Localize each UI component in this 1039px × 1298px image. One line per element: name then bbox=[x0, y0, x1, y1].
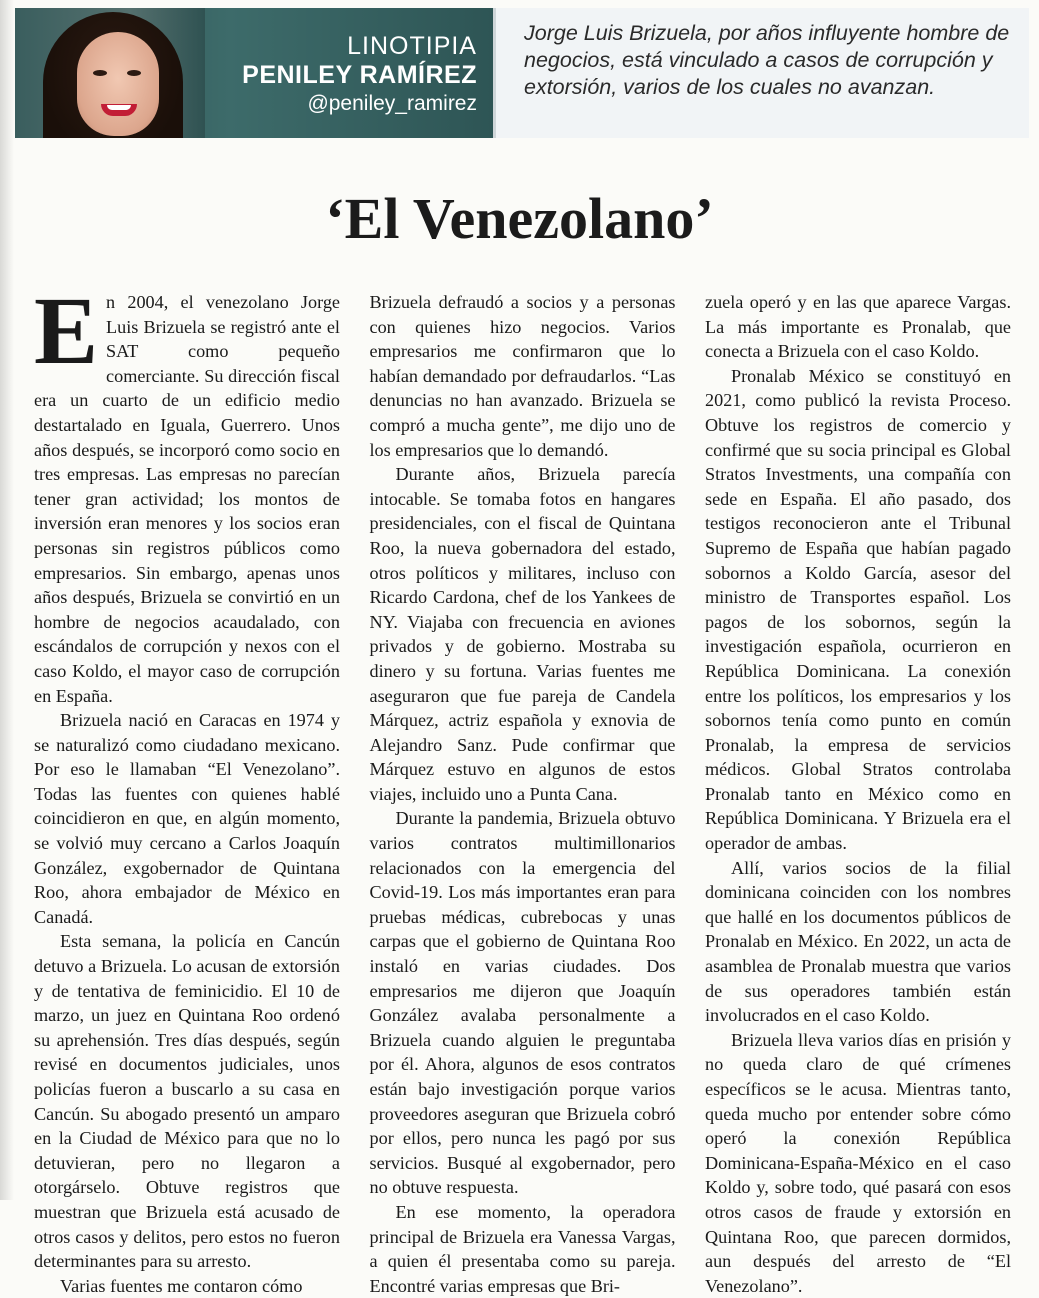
column-header bbox=[15, 8, 1029, 138]
author-photo-eye-left bbox=[93, 70, 107, 76]
author-banner bbox=[15, 8, 493, 138]
article-paragraph: Brizuela lleva varios días en prisión y no queda claro de qué crímenes específicos se le acusa. Mientras tanto, queda mucho por entender sobre cómo operó la conexión República Dominicana-España-México en el caso Koldo y, sobre todo, qué pasará con esos otros casos de fraude y extorsión en Quintana Roo, que parecen dormidos, aun después del arresto de “El Venezolano”. bbox=[705, 1029, 1011, 1296]
section-name: LINOTIPIA bbox=[347, 32, 477, 60]
author-name: PENILEY RAMÍREZ bbox=[242, 61, 477, 89]
author-info bbox=[207, 32, 477, 118]
article-column-1 bbox=[34, 277, 340, 1296]
article-paragraph: Allí, varios socios de la filial dominicana coinciden con los nombres que hallé en los documentos públicos de Pronalab en México. En 2022, un acta de asamblea de Pronalab muestra que varios de sus operadores también están involucrados en el caso Koldo. bbox=[705, 857, 1011, 1026]
article-paragraph: Brizuela defraudó a socios y a personas con quienes hizo negocios. Varios empresarios me confirmaron que lo habían demandado por defraudarlos. “Las denuncias no han avanzado. Brizuela se compró a mucha gente”, me dijo uno de los empresarios que lo demandó. bbox=[369, 292, 676, 460]
article-paragraph bbox=[34, 277, 340, 708]
author-photo-face bbox=[77, 32, 159, 136]
article-paragraph: Pronalab México se constituyó en 2021, como publicó la revista Proceso. Obtuve los registros de comercio y confirmé que su socia principal es Global Stratos Investments, una compañía con sede en España. El año pasado, dos testigos reconocieron ante el Tribunal Supremo de España que habían pagado sobornos a Koldo García, asesor del ministro de Transportes español. Los pagos de los sobornos, según la investigación española, ocurrieron en República Dominicana. La conexión entre los políticos, los empresarios y los sobornos tenía como punto en común Pronalab, la empresa de servicios médicos. Global Stratos controlaba Pronalab tanto en México como en República Dominicana. Y Brizuela era el operador de ambas. bbox=[705, 365, 1011, 854]
article-paragraph: En ese momento, la operadora principal de Brizuela era Vanessa Vargas, a quien él presentaba como su pareja. Encontré varias empresas que Bri- bbox=[369, 1201, 676, 1296]
article-paragraph: Durante años, Brizuela parecía intocable. Se tomaba fotos en hangares presidenciales, con el fiscal de Quintana Roo, la nueva gobernadora del estado, otros políticos y militares, incluso con Ricardo Cardona, chef de los Yankees de NY. Viajaba con frecuencia en aviones privados y de gobierno. Mostraba su dinero y su fortuna. Varias fuentes me aseguraron que fue pareja de Candela Márquez, actriz española y exnovia de Alejandro Sanz. Pude confirmar que Márquez estuvo en algunos de estos viajes, incluido uno a Punta Cana. bbox=[369, 464, 676, 804]
article-column-3 bbox=[705, 290, 1011, 1296]
article-paragraph: zuela operó y en las que aparece Vargas. La más importante es Pronalab, que conecta a Brizuela con el caso Koldo. bbox=[705, 292, 1011, 362]
article-paragraph: Esta semana, la policía en Cancún detuvo a Brizuela. Lo acusan de extorsión y de tentativa de feminicidio. El 10 de marzo, un juez en Quintana Roo ordenó su aprehensión. Tres días después, según revisé en documentos judiciales, unos policías fueron a buscarlo a su casa en Cancún. Su abogado presentó un amparo en la Ciudad de México para que no lo detuvieran, pero no llegaron a otorgárselo. Obtuve registros que muestran que Brizuela está acusado de otros casos y delitos, pero estos no fueron determinantes para su arresto. bbox=[34, 931, 340, 1272]
article-body bbox=[34, 277, 1011, 1296]
author-photo-eye-right bbox=[127, 70, 141, 76]
article-paragraph: Varias fuentes me contaron cómo bbox=[60, 1275, 303, 1296]
author-photo bbox=[15, 8, 205, 138]
article-summary: Jorge Luis Brizuela, por años influyente hombre de negocios, está vinculado a casos de corrupción y extorsión, varios de los cuales no avanzan. bbox=[493, 8, 1029, 138]
article-title: ‘El Venezolano’ bbox=[325, 186, 714, 251]
article-paragraph: Brizuela nació en Caracas en 1974 y se naturalizó como ciudadano mexicano. Por eso le llamaban “El Venezolano”. Todas las fuentes con quienes hablé coincidieron en que, en algún momento, se volvió muy cercano a Carlos Joaquín González, exgobernador de Quintana Roo, ahora embajador de México en Canadá. bbox=[34, 710, 340, 927]
article-paragraph: Durante la pandemia, Brizuela obtuvo varios contratos multimillonarios relacionados con la emergencia del Covid-19. Los más importantes eran para pruebas médicas, cubrebocas y unas carpas que el gobierno de Quintana Roo instaló en varias ciudades. Dos empresarios me dijeron que Joaquín González avalaba personalmente a Brizuela cuando alguien le preguntaba por él. Ahora, algunos de esos contratos están bajo investigación porque varios proveedores aseguran que Brizuela cobró por ellos, pero nunca les pagó por sus servicios. Busqué al exgobernador, pero no obtuve respuesta. bbox=[369, 808, 676, 1198]
page-edge-shadow bbox=[0, 0, 14, 1200]
author-handle: @peniley_ramirez bbox=[307, 92, 477, 115]
article-column-2 bbox=[369, 290, 676, 1296]
paragraph-text: n 2004, el venezolano Jorge Luis Brizuela se registró ante el SAT como pequeño comerciante. Su dirección fiscal era un cuarto de un edificio medio destartalado en Iguala, Guerrero. Unos años después, se incorporó como socio en tres empresas. Las empresas no parecían tener gran actividad; los montos de inversión eran menores y los socios eran personas sin registros públicos como empresarios. Sin embargo, apenas unos años después, Brizuela se convirtió en un hombre de negocios acaudalado, con escándalos de corrupción y nexos con el caso Koldo, el mayor caso de corrupción en España. bbox=[34, 292, 340, 706]
drop-cap: E bbox=[34, 277, 99, 384]
